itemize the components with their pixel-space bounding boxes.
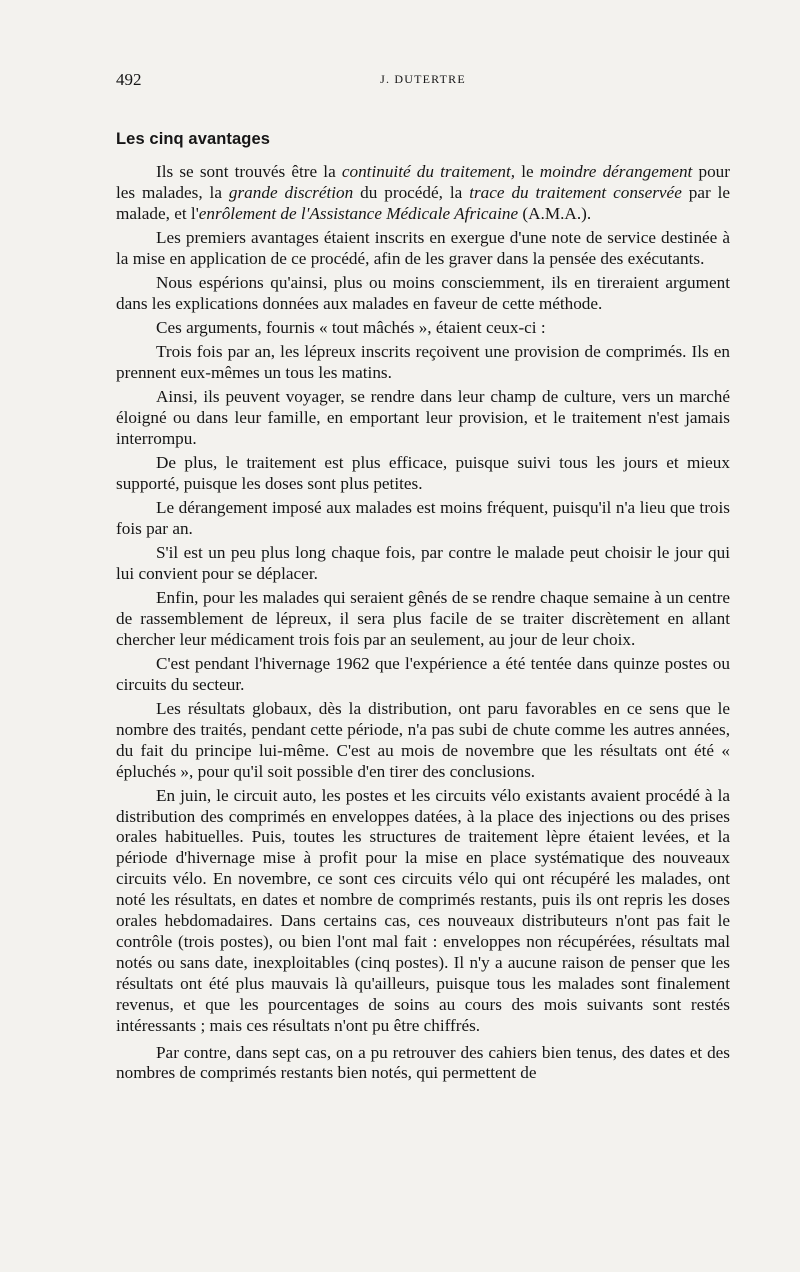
text-run: Ils se sont trouvés être la bbox=[156, 162, 342, 181]
section-title: Les cinq avantages bbox=[116, 130, 271, 148]
text-run: pour les malades, la bbox=[116, 162, 730, 202]
paragraph: Le dérangement imposé aux malades est moins fréquent, puisqu'il n'a lieu que trois fois par an. bbox=[116, 497, 730, 538]
paragraph: Nous espérions qu'ainsi, plus ou moins consciemment, ils en tireraient argument dans les explications données aux malades en faveur de cette méthode. bbox=[116, 272, 730, 313]
text-run: par le malade, et l' bbox=[116, 182, 731, 223]
paragraph: S'il est un peu plus long chaque fois, par contre le malade peut choisir le jour qui lui convient pour se déplacer. bbox=[116, 542, 730, 583]
paragraph: C'est pendant l'hivernage 1962 que l'expérience a été tentée dans quinze postes ou circuits du secteur. bbox=[116, 653, 730, 694]
page-header bbox=[116, 70, 730, 94]
paragraph: Les résultats globaux, dès la distribution, ont paru favorables en ce sens que le nombre des traités, pendant cette période, n'a pas subi de chute comme les autres années, du fait du principe lui-même. C'est au mois de novembre que les résultats ont été « épluchés », pour qu'il soit possible d'en tirer des conclusions. bbox=[116, 698, 730, 781]
paragraph: En juin, le circuit auto, les postes et les circuits vélo existants avaient procédé à la distribution des comprimés en enveloppes datées, à la place des injections ou des prises orales habituelles. Puis, toutes les structures de traitement lèpre étaient levées, et la période d'hivernage mise à profit pour la mise en place systématique des nouveaux circuits vélo. En novembre, ce sont ces circuits vélo qui ont récupéré les malades, ont noté les résultats, en dates et nombre de comprimés restants, puis ils ont repris les doses orales hebdomadaires. Dans certains cas, ces nouveaux distributeurs n'ont pas fait le contrôle (trois postes), ou bien l'ont mal fait : enveloppes non récupérées, résultats mal notés ou sans date, inexploitables (cinq postes). Il n'y a aucune raison de penser que les résultats ont été plus mauvais là qu'ailleurs, puisque tous les malades sont finalement revenus, et que les pourcentages de soins au cours des mois suivants sont restés intéressants ; mais ces résultats n'ont pu être chiffrés. bbox=[116, 785, 730, 1035]
italic-run: enrôlement de l'Assistance Médicale Africaine bbox=[198, 203, 519, 223]
paragraph: Enfin, pour les malades qui seraient gênés de se rendre chaque semaine à un centre de rassemblement de lépreux, il sera plus facile de se traiter discrètement en allant chercher leur médicament trois fois par an seulement, au jour de leur choix. bbox=[116, 587, 730, 649]
italic-run: trace du traitement conservée bbox=[469, 182, 682, 202]
text-run: le bbox=[515, 162, 540, 181]
paragraph: Les premiers avantages étaient inscrits en exergue d'une note de service destinée à la mise en application de ce procédé, afin de les graver dans la pensée des exécutants. bbox=[116, 227, 730, 268]
page-number: 492 bbox=[116, 70, 142, 89]
paragraph: Ainsi, ils peuvent voyager, se rendre dans leur champ de culture, vers un marché éloigné ou dans leur famille, en emportant leur provision, et le traitement n'est jamais interrompu. bbox=[116, 387, 730, 448]
italic-run: grande discrétion bbox=[228, 182, 354, 202]
paragraph bbox=[116, 162, 730, 225]
paragraph: De plus, le traitement est plus efficace, puisque suivi tous les jours et mieux supporté, puisque les doses sont plus petites. bbox=[116, 452, 730, 493]
body-text bbox=[116, 162, 730, 1088]
paragraph: Ces arguments, fournis « tout mâchés », étaient ceux-ci : bbox=[156, 317, 546, 337]
running-head: J. DUTERTRE bbox=[380, 72, 466, 86]
italic-run: moindre dérangement bbox=[539, 162, 693, 181]
paragraph: Par contre, dans sept cas, on a pu retrouver des cahiers bien tenus, des dates et des nombres de comprimés restants bien notés, qui permettent de bbox=[116, 1042, 730, 1083]
italic-run: continuité du traitement, bbox=[341, 162, 516, 181]
text-run: du procédé, la bbox=[353, 182, 470, 202]
paragraph: Trois fois par an, les lépreux inscrits reçoivent une provision de comprimés. Ils en prennent eux-mêmes un tous les matins. bbox=[116, 342, 730, 382]
text-run: (A.M.A.). bbox=[518, 203, 592, 223]
